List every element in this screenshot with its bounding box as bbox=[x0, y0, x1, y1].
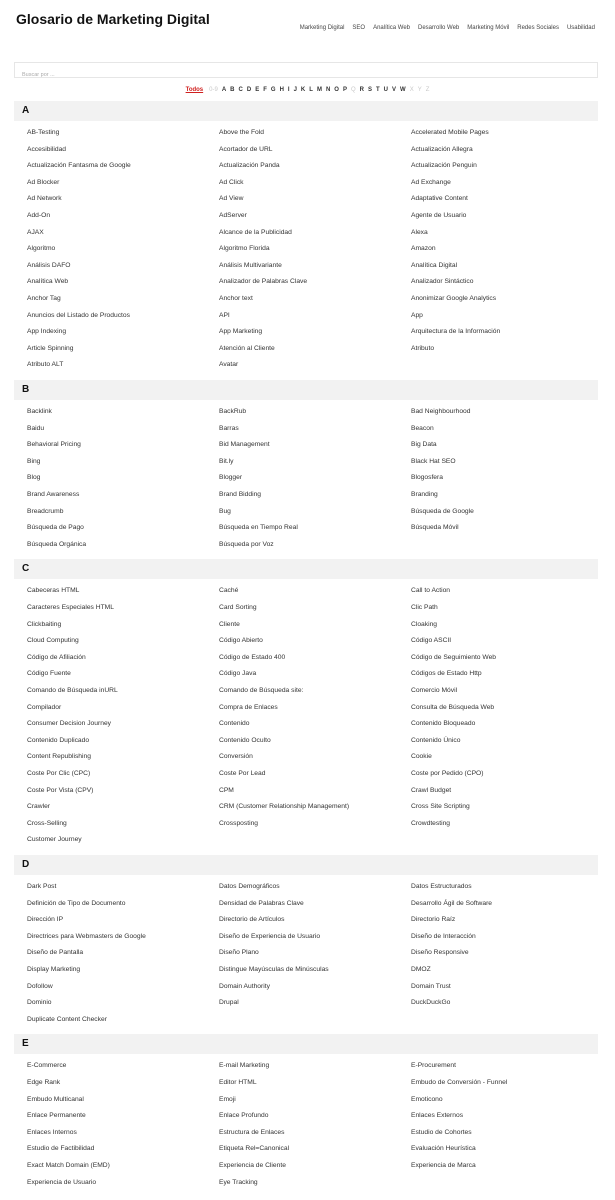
glossary-term-link[interactable]: Coste Por Vista (CPV) bbox=[27, 786, 94, 794]
glossary-term-link[interactable]: Agente de Usuario bbox=[411, 211, 467, 219]
term-grid-b bbox=[27, 404, 602, 553]
alphabet-letter-u[interactable]: U bbox=[383, 87, 389, 93]
glossary-term-link[interactable]: Código Java bbox=[219, 670, 257, 678]
glossary-term-link[interactable]: Behavioral Pricing bbox=[27, 441, 81, 449]
glossary-term-link[interactable]: Ad View bbox=[219, 195, 244, 203]
glossary-term-link[interactable]: DMOZ bbox=[411, 965, 431, 973]
glossary-term-link[interactable]: Anonimizar Google Analytics bbox=[411, 294, 497, 302]
nav-item-marketing-movil[interactable]: Marketing Móvil bbox=[467, 25, 510, 31]
alphabet-letter-f[interactable]: F bbox=[263, 87, 267, 93]
glossary-term-link[interactable]: Analizador Sintáctico bbox=[411, 278, 474, 286]
glossary-term-link[interactable]: Cabeceras HTML bbox=[27, 587, 80, 595]
glossary-term-link[interactable]: Customer Journey bbox=[27, 836, 82, 844]
glossary-term-link[interactable]: Clic Path bbox=[411, 603, 438, 611]
glossary-term-link[interactable]: Coste Por Clic (CPC) bbox=[27, 769, 91, 777]
glossary-term-link[interactable]: Análisis Multivariante bbox=[219, 261, 282, 269]
term-grid-a bbox=[27, 125, 602, 374]
glossary-term-link[interactable]: Dofollow bbox=[27, 982, 53, 990]
glossary-term-link[interactable]: Directorio de Artículos bbox=[219, 916, 285, 924]
glossary-term-link[interactable]: Diseño de Experiencia de Usuario bbox=[219, 932, 321, 940]
glossary-term-link[interactable]: Editor HTML bbox=[219, 1078, 257, 1086]
glossary-term-link[interactable]: Compilador bbox=[27, 703, 62, 711]
glossary-term-link[interactable]: Blogger bbox=[219, 474, 243, 482]
glossary-term-link[interactable]: Emoji bbox=[219, 1095, 236, 1103]
alphabet-letter-0-9: 0-9 bbox=[209, 87, 218, 93]
glossary-term-link[interactable]: Algoritmo bbox=[27, 245, 56, 253]
glossary-term-link[interactable]: Big Data bbox=[411, 441, 437, 449]
glossary-term-link[interactable]: Búsqueda de Pago bbox=[27, 524, 84, 532]
glossary-term-link[interactable]: CPM bbox=[219, 786, 234, 794]
glossary-term-link[interactable]: DuckDuckGo bbox=[411, 999, 451, 1007]
term-grid-d bbox=[27, 879, 602, 1028]
glossary-term-link[interactable]: Barras bbox=[219, 424, 239, 432]
alphabet-letter-c[interactable]: C bbox=[238, 87, 243, 93]
glossary-term-link[interactable]: Baidu bbox=[27, 424, 45, 432]
glossary-term-link[interactable]: Add-On bbox=[27, 211, 51, 219]
nav-item-usabilidad[interactable]: Usabilidad bbox=[566, 25, 595, 31]
glossary-term-link[interactable]: Compra de Enlaces bbox=[219, 703, 278, 711]
glossary-term-link[interactable]: Alcance de la Publicidad bbox=[219, 228, 292, 236]
glossary-term-link[interactable]: Cloaking bbox=[411, 620, 438, 628]
alphabet-letter-e[interactable]: E bbox=[255, 87, 260, 93]
glossary-term-link[interactable]: Dirección IP bbox=[27, 916, 64, 924]
glossary-term-link[interactable]: Búsqueda Móvil bbox=[411, 524, 459, 532]
glossary-term-link[interactable]: Diseño de Pantalla bbox=[27, 949, 84, 957]
alphabet-letter-g[interactable]: G bbox=[270, 87, 276, 93]
glossary-term-link[interactable]: Backlink bbox=[27, 408, 52, 415]
alphabet-letter-q: Q bbox=[350, 87, 356, 93]
glossary-term-link[interactable]: CRM (Customer Relationship Management) bbox=[219, 803, 350, 811]
glossary-term-link[interactable]: Búsqueda en Tiempo Real bbox=[219, 524, 298, 532]
glossary-term-link[interactable]: Código de Seguimiento Web bbox=[411, 653, 497, 661]
alphabet-letter-s[interactable]: S bbox=[367, 87, 372, 93]
glossary-term-link[interactable]: Estudio de Factibilidad bbox=[27, 1145, 95, 1153]
glossary-term-link[interactable]: Embudo Multicanal bbox=[27, 1095, 84, 1103]
glossary-term-link[interactable]: Amazon bbox=[411, 245, 436, 253]
glossary-term-link[interactable]: Atributo bbox=[411, 344, 435, 352]
alphabet-letter-v[interactable]: V bbox=[392, 87, 397, 93]
glossary-term-link[interactable]: Actualización Penguin bbox=[411, 162, 477, 170]
glossary-term-link[interactable]: Bad Neighbourhood bbox=[411, 408, 471, 415]
section-letter: A bbox=[22, 105, 30, 116]
glossary-term-link[interactable]: E-Procurement bbox=[411, 1062, 456, 1070]
section-header-d bbox=[14, 855, 598, 875]
glossary-term-link[interactable]: Article Spinning bbox=[27, 344, 74, 352]
glossary-term-link[interactable]: Drupal bbox=[219, 999, 239, 1007]
alphabet-letter-r[interactable]: R bbox=[359, 87, 364, 93]
glossary-term-link[interactable]: Blog bbox=[27, 474, 41, 482]
site-title[interactable]: Glosario de Marketing Digital bbox=[16, 11, 210, 27]
glossary-term-link[interactable]: Accelerated Mobile Pages bbox=[411, 129, 489, 136]
glossary-term-link[interactable]: Analítica Digital bbox=[411, 261, 458, 269]
glossary-term-link[interactable]: Exact Match Domain (EMD) bbox=[27, 1161, 110, 1169]
glossary-term-link[interactable]: Cross Site Scripting bbox=[411, 803, 470, 811]
glossary-term-link[interactable]: Crowdtesting bbox=[411, 819, 451, 827]
glossary-term-link[interactable]: Consulta de Búsqueda Web bbox=[411, 703, 495, 711]
alphabet-letter-y: Y bbox=[417, 87, 422, 93]
glossary-term-link[interactable]: Coste Por Lead bbox=[219, 769, 266, 777]
glossary-term-link[interactable]: Enlaces Externos bbox=[411, 1112, 464, 1120]
glossary-term-link[interactable]: Algoritmo Florida bbox=[219, 245, 270, 253]
glossary-term-link[interactable]: Blogosfera bbox=[411, 474, 443, 482]
glossary-term-link[interactable]: Densidad de Palabras Clave bbox=[219, 899, 304, 907]
glossary-term-link[interactable]: Accesibilidad bbox=[27, 145, 67, 153]
glossary-term-link[interactable]: Etiqueta Rel=Canonical bbox=[219, 1145, 290, 1153]
glossary-term-link[interactable]: Directrices para Webmasters de Google bbox=[27, 932, 146, 940]
glossary-term-link[interactable]: Call to Action bbox=[411, 587, 451, 595]
glossary-term-link[interactable]: Datos Estructurados bbox=[411, 883, 472, 890]
glossary-term-link[interactable]: Domain Authority bbox=[219, 982, 270, 990]
glossary-term-link[interactable]: Duplicate Content Checker bbox=[27, 1015, 107, 1023]
alphabet-letter-z: Z bbox=[425, 87, 430, 93]
glossary-term-link[interactable]: Contenido Bloqueado bbox=[411, 720, 476, 728]
term-grid-e bbox=[27, 1058, 602, 1191]
glossary-term-link[interactable]: Emoticono bbox=[411, 1095, 443, 1103]
glossary-term-link[interactable]: Código Fuente bbox=[27, 670, 71, 678]
section-header-a bbox=[14, 101, 598, 121]
glossary-term-link[interactable]: Contenido Duplicado bbox=[27, 736, 90, 744]
alphabet-letter-a[interactable]: A bbox=[221, 87, 227, 93]
section-letter: D bbox=[22, 859, 30, 870]
glossary-term-link[interactable]: Crossposting bbox=[219, 819, 259, 827]
glossary-term-link[interactable]: Card Sorting bbox=[219, 603, 257, 611]
glossary-term-link[interactable]: Bit.ly bbox=[219, 457, 234, 465]
glossary-term-link[interactable]: Arquitectura de la Información bbox=[411, 328, 501, 336]
glossary-term-link[interactable]: Contenido bbox=[219, 720, 250, 728]
section-letter: E bbox=[22, 1038, 29, 1050]
glossary-term-link[interactable]: Atributo ALT bbox=[27, 361, 64, 369]
alphabet-letter-n[interactable]: N bbox=[325, 87, 331, 93]
glossary-term-link[interactable]: API bbox=[219, 311, 230, 319]
glossary-term-link[interactable]: Acortador de URL bbox=[219, 145, 273, 153]
glossary-term-link[interactable]: Eye Tracking bbox=[219, 1178, 258, 1186]
glossary-term-link[interactable]: Enlace Permanente bbox=[27, 1112, 86, 1120]
glossary-term-link[interactable]: Diseño de Interacción bbox=[411, 932, 476, 940]
glossary-term-link[interactable]: Actualización Fantasma de Google bbox=[27, 162, 131, 170]
glossary-term-link[interactable]: Enlaces Internos bbox=[27, 1128, 77, 1136]
glossary-term-link[interactable]: Atención al Cliente bbox=[219, 344, 275, 352]
alphabet-letter-j[interactable]: J bbox=[293, 87, 297, 93]
alphabet-letter-h[interactable]: H bbox=[279, 87, 284, 93]
glossary-term-link[interactable]: Estudio de Cohortes bbox=[411, 1128, 472, 1136]
search-input[interactable] bbox=[15, 68, 597, 82]
glossary-term-link[interactable]: Actualización Panda bbox=[219, 162, 280, 170]
glossary-term-link[interactable]: AJAX bbox=[27, 228, 44, 236]
glossary-term-link[interactable]: Búsqueda de Google bbox=[411, 507, 474, 515]
glossary-term-link[interactable]: Experiencia de Cliente bbox=[219, 1161, 286, 1169]
site-header bbox=[0, 0, 615, 60]
glossary-term-link[interactable]: Analítica Web bbox=[27, 278, 69, 286]
glossary-term-link[interactable]: Código ASCII bbox=[411, 637, 452, 645]
glossary-term-link[interactable]: Contenido Único bbox=[411, 736, 461, 744]
glossary-term-link[interactable]: Coste por Pedido (CPO) bbox=[411, 769, 484, 777]
alphabet-letter-d[interactable]: D bbox=[246, 87, 252, 93]
glossary-term-link[interactable]: Cross-Selling bbox=[27, 819, 67, 827]
glossary-term-link[interactable]: Branding bbox=[411, 490, 438, 498]
glossary-term-link[interactable]: Código de Afiliación bbox=[27, 653, 86, 661]
glossary-term-link[interactable]: BackRub bbox=[219, 408, 247, 415]
glossary-term-link[interactable]: Ad Exchange bbox=[411, 178, 451, 186]
glossary-term-link[interactable]: AdServer bbox=[219, 211, 247, 219]
glossary-term-link[interactable]: Anchor Tag bbox=[27, 294, 61, 302]
glossary-term-link[interactable]: Dominio bbox=[27, 999, 52, 1007]
glossary-term-link[interactable]: Cookie bbox=[411, 753, 432, 761]
glossary-term-link[interactable]: Alexa bbox=[411, 228, 428, 236]
glossary-term-link[interactable]: Above the Fold bbox=[219, 129, 264, 136]
alphabet-letter-l[interactable]: L bbox=[309, 87, 313, 93]
alphabet-letter-p[interactable]: P bbox=[342, 87, 347, 93]
glossary-term-link[interactable]: Contenido Oculto bbox=[219, 736, 271, 744]
glossary-term-link[interactable]: Ad Blocker bbox=[27, 178, 60, 186]
term-grid-c bbox=[27, 583, 602, 849]
glossary-term-link[interactable]: Conversión bbox=[219, 753, 253, 761]
nav-item-analitica-web[interactable]: Analítica Web bbox=[373, 25, 410, 31]
glossary-term-link[interactable]: Búsqueda por Voz bbox=[219, 540, 274, 548]
glossary-term-link[interactable]: Evaluación Heurística bbox=[411, 1145, 476, 1153]
glossary-term-link[interactable]: App bbox=[411, 311, 423, 319]
glossary-term-link[interactable]: Edge Rank bbox=[27, 1078, 61, 1086]
alphabet-letter-x: X bbox=[409, 87, 414, 93]
alphabet-letter-w[interactable]: W bbox=[400, 87, 406, 93]
glossary-term-link[interactable]: Brand Bidding bbox=[219, 490, 262, 498]
glossary-term-link[interactable]: Códigos de Estado Http bbox=[411, 670, 482, 678]
glossary-term-link[interactable]: Diseño Plano bbox=[219, 949, 259, 957]
glossary-term-link[interactable]: Experiencia de Marca bbox=[411, 1161, 476, 1169]
nav-item-marketing-digital[interactable]: Marketing Digital bbox=[299, 25, 345, 31]
glossary-term-link[interactable]: Ad Network bbox=[27, 195, 62, 203]
glossary-term-link[interactable]: Actualización Allegra bbox=[411, 145, 473, 153]
glossary-term-link[interactable]: Estructura de Enlaces bbox=[219, 1128, 285, 1136]
glossary-term-link[interactable]: Diseño Responsive bbox=[411, 949, 469, 957]
glossary-term-link[interactable]: Enlace Profundo bbox=[219, 1112, 269, 1120]
glossary-term-link[interactable]: Display Marketing bbox=[27, 965, 81, 973]
alphabet-letter-o[interactable]: O bbox=[334, 87, 339, 93]
glossary-term-link[interactable]: Código Abierto bbox=[219, 637, 263, 645]
glossary-term-link[interactable]: Distingue Mayúsculas de Minúsculas bbox=[219, 965, 329, 973]
glossary-term-link[interactable]: Experiencia de Usuario bbox=[27, 1178, 97, 1186]
glossary-term-link[interactable]: Content Republishing bbox=[27, 753, 91, 761]
section-letter: B bbox=[22, 384, 30, 395]
main-nav bbox=[300, 25, 595, 31]
glossary-term-link[interactable]: Caché bbox=[219, 587, 239, 595]
nav-item-redes-sociales[interactable]: Redes Sociales bbox=[517, 25, 559, 31]
glossary-term-link[interactable]: Datos Demográficos bbox=[219, 883, 280, 890]
alphabet-letter-b[interactable]: B bbox=[230, 87, 235, 93]
glossary-term-link[interactable]: Comercio Móvil bbox=[411, 686, 458, 694]
glossary-term-link[interactable]: AB-Testing bbox=[27, 129, 60, 136]
glossary-term-link[interactable]: App Indexing bbox=[27, 328, 67, 336]
alphabet-letter-t[interactable]: T bbox=[376, 87, 380, 93]
glossary-term-link[interactable]: Dark Post bbox=[27, 883, 57, 890]
alphabet-letter-k[interactable]: K bbox=[300, 87, 306, 93]
glossary-term-link[interactable]: Anchor text bbox=[219, 294, 253, 302]
glossary-term-link[interactable]: Clickbaiting bbox=[27, 620, 62, 628]
section-header-b bbox=[14, 380, 598, 400]
alphabet-letter-i[interactable]: I bbox=[287, 87, 290, 93]
glossary-term-link[interactable]: Bid Management bbox=[219, 441, 270, 449]
glossary-term-link[interactable]: Brand Awareness bbox=[27, 490, 80, 498]
glossary-term-link[interactable]: Cliente bbox=[219, 620, 240, 628]
glossary-term-link[interactable]: Código de Estado 400 bbox=[219, 653, 286, 661]
glossary-term-link[interactable]: Desarrollo Ágil de Software bbox=[411, 899, 493, 907]
section-header-e bbox=[14, 1034, 598, 1054]
alphabet-letter-m[interactable]: M bbox=[316, 87, 322, 93]
glossary-term-link[interactable]: E-Commerce bbox=[27, 1062, 67, 1070]
glossary-term-link[interactable]: Breadcrumb bbox=[27, 507, 64, 515]
alphabet-all-link[interactable]: Todos bbox=[185, 87, 204, 93]
glossary-term-link[interactable]: App Marketing bbox=[219, 328, 263, 336]
glossary-term-link[interactable]: Domain Trust bbox=[411, 982, 451, 990]
glossary-term-link[interactable]: Ad Click bbox=[219, 178, 244, 186]
glossary-term-link[interactable]: Bug bbox=[219, 507, 231, 515]
glossary-term-link[interactable]: Crawl Budget bbox=[411, 786, 452, 794]
glossary-term-link[interactable]: Embudo de Conversión - Funnel bbox=[411, 1078, 508, 1086]
glossary-term-link[interactable]: Caracteres Especiales HTML bbox=[27, 603, 114, 611]
glossary-term-link[interactable]: Comando de Búsqueda inURL bbox=[27, 686, 118, 694]
glossary-term-link[interactable]: Beacon bbox=[411, 424, 434, 432]
glossary-term-link[interactable]: Black Hat SEO bbox=[411, 457, 456, 465]
glossary-term-link[interactable]: Adaptative Content bbox=[411, 195, 468, 203]
glossary-term-link[interactable]: Cloud Computing bbox=[27, 637, 79, 645]
glossary-term-link[interactable]: Análisis DAFO bbox=[27, 261, 71, 269]
search-box bbox=[14, 62, 598, 78]
section-letter: C bbox=[22, 563, 30, 575]
nav-item-desarrollo-web[interactable]: Desarrollo Web bbox=[418, 25, 460, 31]
glossary-term-link[interactable]: Consumer Decision Journey bbox=[27, 720, 112, 728]
glossary-term-link[interactable]: Avatar bbox=[219, 361, 239, 369]
glossary-term-link[interactable]: Comando de Búsqueda site: bbox=[219, 686, 304, 694]
glossary-term-link[interactable]: Definición de Tipo de Documento bbox=[27, 899, 126, 907]
glossary-term-link[interactable]: Bing bbox=[27, 457, 41, 465]
alphabet-filter bbox=[0, 85, 615, 95]
glossary-term-link[interactable]: Directorio Raíz bbox=[411, 916, 456, 924]
glossary-term-link[interactable]: Búsqueda Orgánica bbox=[27, 540, 87, 548]
glossary-term-link[interactable]: Crawler bbox=[27, 803, 51, 811]
section-header-c bbox=[14, 559, 598, 579]
glossary-term-link[interactable]: Analizador de Palabras Clave bbox=[219, 278, 308, 286]
nav-item-seo[interactable]: SEO bbox=[352, 25, 366, 31]
glossary-term-link[interactable]: Anuncios del Listado de Productos bbox=[27, 311, 130, 319]
glossary-term-link[interactable]: E-mail Marketing bbox=[219, 1062, 270, 1070]
